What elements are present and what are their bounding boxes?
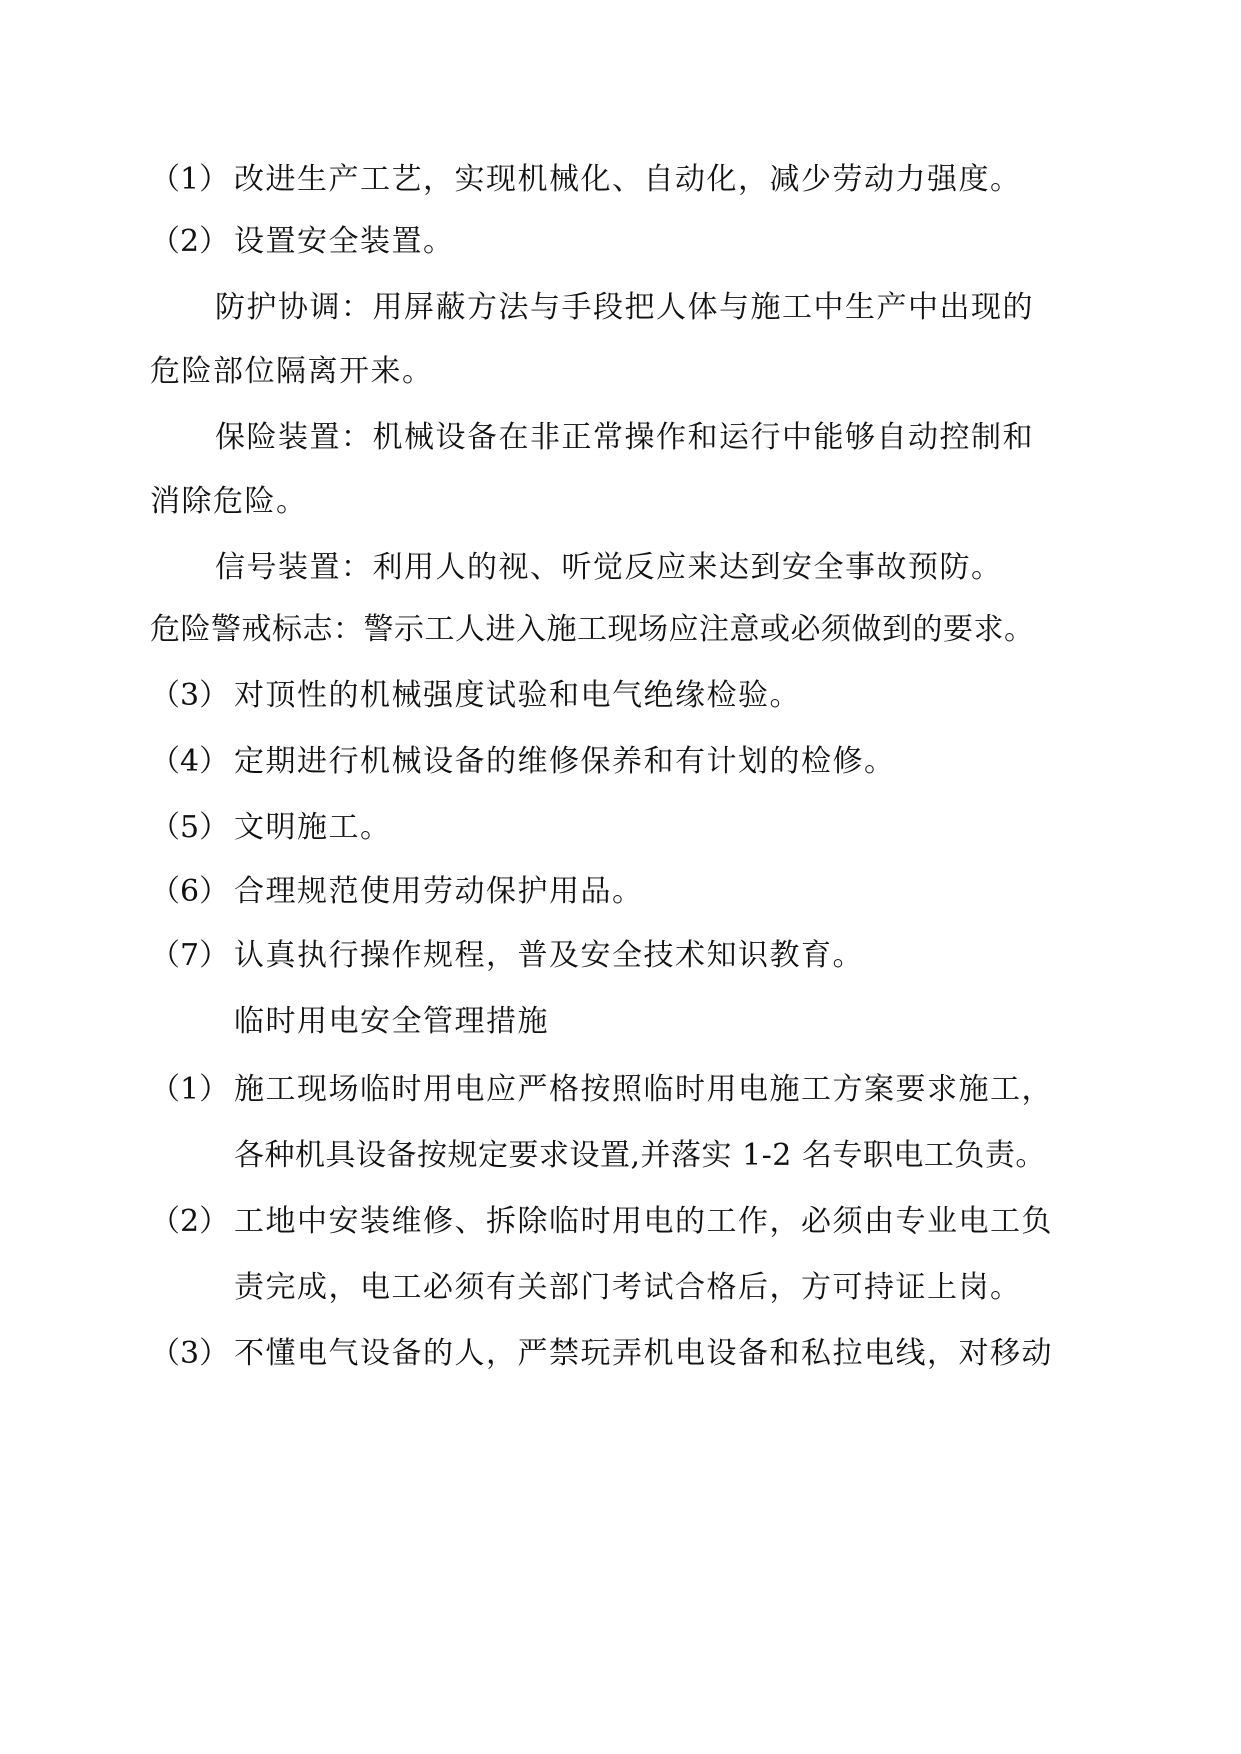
item-text: 文明施工。 bbox=[234, 810, 392, 845]
list-item bbox=[150, 872, 644, 912]
item-text: 认真执行操作规程，普及安全技术知识教育。 bbox=[234, 938, 864, 973]
item-text: 对顶性的机械强度试验和电气绝缘检验。 bbox=[234, 678, 801, 713]
item-number: （2） bbox=[150, 1204, 230, 1239]
item-number: （6） bbox=[150, 874, 230, 909]
list-item bbox=[150, 676, 801, 716]
paragraph-line: 危险部位隔离开来。 bbox=[150, 354, 434, 389]
item-number: （1） bbox=[150, 162, 230, 197]
item-number: （3） bbox=[150, 1336, 230, 1371]
item-number: （4） bbox=[150, 744, 230, 779]
item-number: （3） bbox=[150, 678, 230, 713]
list-item bbox=[150, 160, 1022, 200]
item-number: （7） bbox=[150, 938, 230, 973]
paragraph-line: 保险装置：机械设备在非正常操作和运行中能够自动控制和 bbox=[215, 420, 1034, 455]
item-text: 设置安全装置。 bbox=[234, 224, 455, 259]
paragraph-line: 危险警戒标志：警示工人进入施工现场应注意或必须做到的要求。 bbox=[150, 612, 1035, 647]
paragraph-line: 各种机具设备按规定要求设置,并落实 1-2 名专职电工负责。 bbox=[234, 1138, 1046, 1173]
list-item bbox=[150, 1334, 1053, 1374]
paragraph-line: 消除危险。 bbox=[150, 484, 308, 519]
list-item bbox=[150, 1070, 1053, 1110]
section-heading: 临时用电安全管理措施 bbox=[234, 1004, 549, 1039]
item-number: （5） bbox=[150, 810, 230, 845]
item-text: 不懂电气设备的人，严禁玩弄机电设备和私拉电线，对移动 bbox=[234, 1336, 1053, 1371]
list-item bbox=[150, 742, 896, 782]
paragraph-line: 防护协调：用屏蔽方法与手段把人体与施工中生产中出现的 bbox=[215, 290, 1034, 325]
paragraph-line: 信号装置：利用人的视、听觉反应来达到安全事故预防。 bbox=[215, 550, 1003, 585]
item-text: 定期进行机械设备的维修保养和有计划的检修。 bbox=[234, 744, 896, 779]
list-item bbox=[150, 808, 392, 848]
item-text: 工地中安装维修、拆除临时用电的工作，必须由专业电工负 bbox=[234, 1204, 1053, 1239]
paragraph-line: 责完成，电工必须有关部门考试合格后，方可持证上岗。 bbox=[234, 1270, 1022, 1305]
list-item bbox=[150, 222, 455, 262]
item-number: （1） bbox=[150, 1072, 230, 1107]
item-text: 合理规范使用劳动保护用品。 bbox=[234, 874, 644, 909]
item-text: 施工现场临时用电应严格按照临时用电施工方案要求施工， bbox=[234, 1072, 1053, 1107]
item-number: （2） bbox=[150, 224, 230, 259]
item-text: 改进生产工艺，实现机械化、自动化，减少劳动力强度。 bbox=[234, 162, 1022, 197]
list-item bbox=[150, 936, 864, 976]
list-item bbox=[150, 1202, 1053, 1242]
